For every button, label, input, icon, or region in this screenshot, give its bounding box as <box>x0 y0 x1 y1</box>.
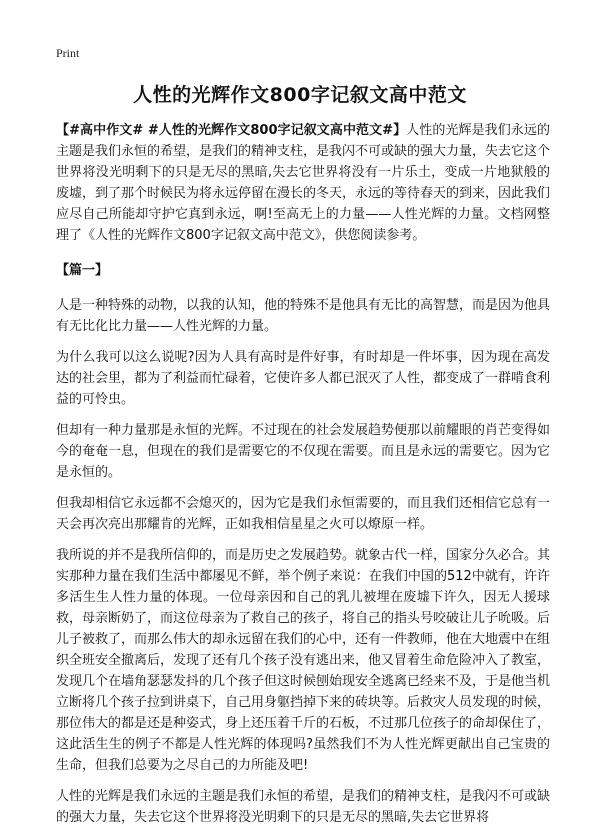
paragraph: 人是一种特殊的动物，以我的认知，他的特殊不是他具有无比的高智慧，而是因为他具有无比化比力量——人性光辉的力量。 <box>56 298 551 334</box>
paragraph: 人性的光辉是我们永远的主题是我们永恒的希望，是我们的精神支柱，是我闪不可或缺的强大力量，失去它这个世界将没光明剩下的只是无尽的黑暗,失去它世界将 <box>56 789 551 825</box>
intro-text: 人性的光辉是我们永远的主题是我们永恒的希望，是我们的精神支柱，是我闪不可或缺的强大力量，失去它这个世界将没光明剩下的只是无尽的黑暗,失去它世界将没有一片乐土，变成一片地狱般的废墟，到了那个时候民为将永远停留在漫长的冬天，永远的等待春天的到来，因此我们应尽自己所能却守护它真到永远，啊!至高无上的力量——人性光辉的力量。文档网整理了《人性的光辉作文800字记叙文高中范文》，供您阅读参考。 <box>56 123 551 243</box>
paragraph: 但我却相信它永远都不会熄灭的，因为它是我们永恒需要的，而且我们还相信它总有一天会再次亮出那耀肯的光辉，正如我相信星星之火可以燎原一样。 <box>56 496 551 532</box>
paragraph: 但却有一种力量那是永恒的光辉。不过现在的社会发展趋势便那以前耀眼的肖芒变得如今的奄奄一息，但现在的我们是需要它的不仅现在需要。而且是永远的需要它。因为它是永恒的。 <box>56 423 551 480</box>
paragraph: 我所说的并不是我所信仰的，而是历史之发展趋势。就象古代一样，国家分久必合。其实那种力量在我们生活中都屡见不鲜，举个例子来说：在我们中国的512中就有，许许多活生生人性力量的体现。一位母亲因和自己的乳儿被埋在废墟下许久，因无人援球救，母亲断奶了，而这位母亲为了救自己的孩子，将自己的指头号咬破让儿子吮吸。后儿子被救了，而那么伟大的却永远留在我们的心中，还有一件教师，他在大地震中在组织全班安全撤离后，发现了还有几个孩子没有逃出来，他又冒着生命危险冲入了教室，发现几个在墙角瑟瑟发抖的几个孩子但这时候刨始现安全逃离已经来不及，于是他当机立断将几个孩子拉到讲桌下，自己用身躯挡掉下来的砖块等。后救灾人员发现的时候，那位伟大的都是还是种姿式，身上还压着千斤的石板，不过那几位孩子的命却保住了，这此活生生的例子不都是人性光辉的体现吗?虽然我们不为人性光辉更献出自己宝贵的生命，但我们总要为之尽自己的力所能及吧! <box>56 548 551 773</box>
section-heading: 【篇一】 <box>56 263 109 278</box>
print-label: Print <box>56 46 80 60</box>
page-title: 人性的光辉作文800字记叙文高中范文 <box>133 84 467 106</box>
intro-paragraph <box>56 120 550 246</box>
paragraph: 为什么我可以这么说呢?因为人具有高时是件好事，有时却是一件坏事，因为现在高发达的社会里，都为了利益而忙碌着，它使许多人都已泯灭了人性，都变成了一群啃食利益的可怜虫。 <box>56 350 551 407</box>
article-body <box>56 120 550 828</box>
intro-tag: 【#高中作文# #人性的光辉作文800字记叙文高中范文#】 <box>56 123 407 138</box>
